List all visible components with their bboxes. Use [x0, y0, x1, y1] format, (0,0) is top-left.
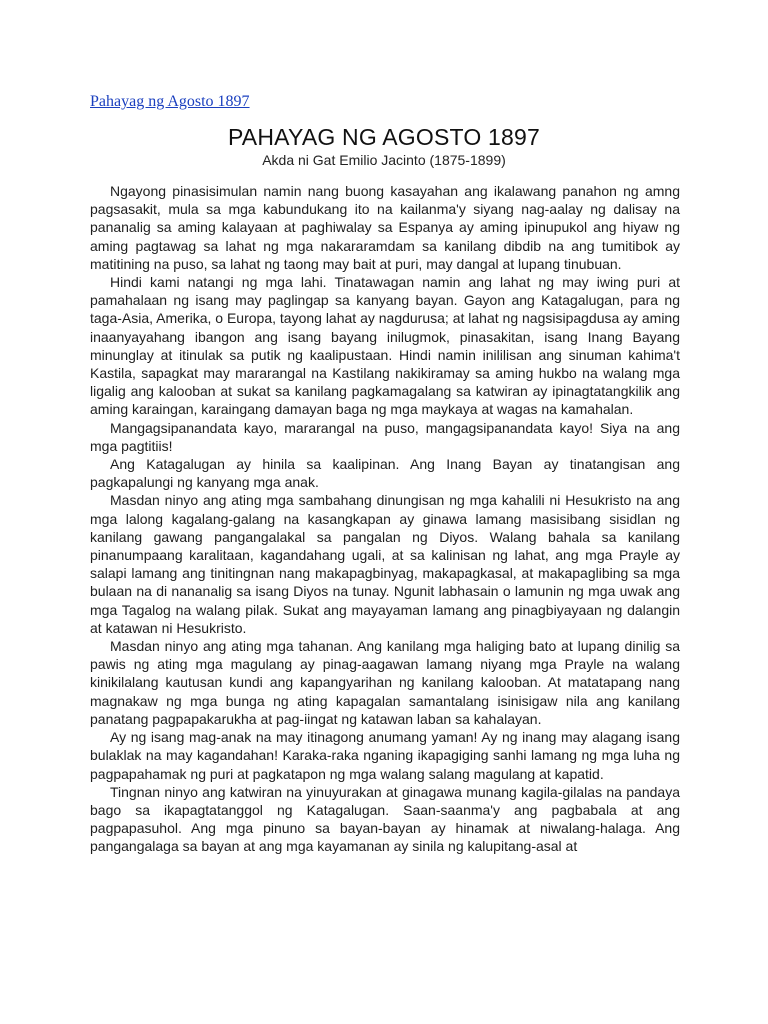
- paragraph: Ngayong pinasisimulan namin nang buong kasayahan ang ikalawang panahon ng amng pagsasakit, mula sa mga kabundukang ito na kailanma'y siyang nag-aalay ng dalisay na pananalig sa aming kalayaan at paghiwalay sa Espanya ay aming ipinupukol ang hiyaw ng aming pagtawag sa lahat ng mga nakararamdam sa kanilang dibdib na ang tumitibok ay matitining na puso, sa lahat ng taong may bait at puri, may dangal at lupang tinubuan.: [90, 183, 680, 272]
- paragraph: Masdan ninyo ang ating mga sambahang dinungisan ng mga kahalili ni Hesukristo na ang mga lalong kagalang-galang na kasangkapan ay ginawa lamang masisibang sisidlan ng kanilang gawang pangangalakal sa pangalan ng Diyos. Walang bahala sa kanilang pinanumpaang karalitaan, kagandahang ugali, at sa kalinisan ng lahat, ang mga Prayle ay salapi lamang ang tinitingnan nang makapagbinyag, makapagkasal, at makapaglibing sa mga bulaan na di nananalig sa isang Diyos na tunay. Ngunit labhasain o lamunin ng mga uwak ang mga Tagalog na walang pilak. Sukat ang mayayaman lamang ang pinagbiyayaan ng dalangin at katawan ni Hesukristo.: [90, 492, 680, 636]
- paragraph: Hindi kami natangi ng mga lahi. Tinatawagan namin ang lahat ng may iwing puri at pamahalaan ng isang may paglingap sa kanyang bayan. Gayon ang Katagalugan, para ng taga-Asia, Amerika, o Europa, tayong lahat ay nagdurusa; at lahat ng nagsisipagdusa ay aming inaanyayahang ibangon ang isang bayang inilugmok, pinasakitan, isang Inang Bayang minunglay at itinulak sa putik ng kaalipustaan. Hindi namin inililisan ang sinuman kahima't Kastila, sapagkat may mararangal na Kastilang nakikiramay sa aming hukbo na walang mga ligalig ang kalooban at sukat sa kanilang pagkamagalang sa katwiran ay ipinagtatangkilik ang aming karaingan, karaingang damayan baga ng mga maykaya at wagas na kamahalan.: [90, 274, 680, 418]
- document-link[interactable]: Pahayag ng Agosto 1897: [90, 93, 250, 110]
- document-subtitle: Akda ni Gat Emilio Jacinto (1875-1899): [262, 152, 506, 168]
- paragraph: Ang Katagalugan ay hinila sa kaalipinan. Ang Inang Bayan ay tinatangisan ang pagkapalungi ng kanyang mga anak.: [90, 456, 680, 491]
- document-body: [90, 182, 680, 856]
- paragraph: Masdan ninyo ang ating mga tahanan. Ang kanilang mga haliging bato at lupang dinilig sa pawis ng ating mga magulang ay pinag-aagawan lamang niyang mga Prayle na walang kinikilalang kautusan kundi ang kapangyarihan ng kanilang kalooban. At matatapang nang magnakaw ng mga bunga ng ating kapagalan samantalang isinisigaw nila ang kanilang panatang pagpapakarukha at pag-iingat ng katawan laban sa kahalayan.: [90, 638, 680, 727]
- paragraph: Ay ng isang mag-anak na may itinagong anumang yaman! Ay ng inang may alagang isang bulaklak na may kagandahan! Karaka-raka nganing ikapagiging sanhi lamang ng mga luha ng pagpapahamak ng puri at pagkatapon ng mga walang salang magulang at kapatid.: [90, 729, 680, 782]
- paragraph: Tingnan ninyo ang katwiran na yinuyurakan at ginagawa munang kagila-gilalas na pandaya bago sa ikapagtatanggol ng Katagalugan. Saan-saanma'y ang pagbabala at ang pagpapasuhol. Ang mga pinuno sa bayan-bayan ay hinamak at niwalang-halaga. Ang pangangalaga sa bayan at ang mga kayamanan ay sinila ng kalupitang-asal at: [90, 783, 680, 855]
- paragraph: Mangagsipanandata kayo, mararangal na puso, mangagsipanandata kayo! Siya na ang mga pagtitiis!: [90, 419, 680, 454]
- document-title: PAHAYAG NG AGOSTO 1897: [227, 124, 541, 150]
